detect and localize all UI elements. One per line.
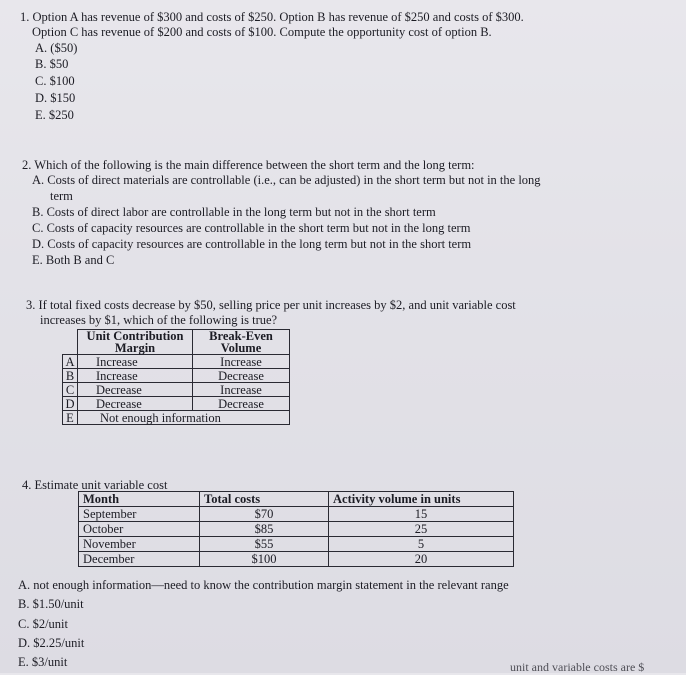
table-header-row <box>79 492 514 507</box>
footer-fragment: unit and variable costs are $ <box>510 660 645 674</box>
row-ucm: Increase <box>78 369 193 383</box>
row-ucm: Decrease <box>78 383 193 397</box>
q1-line-1: 1. Option A has revenue of $300 and costs of $250. Option B has revenue of $250 and costs of $300. <box>20 10 524 24</box>
q4-line-1: 4. Estimate unit variable cost <box>22 478 168 492</box>
row-ucm: Decrease <box>78 397 193 411</box>
q3-line-1: 3. If total fixed costs decrease by $50, selling price per unit increases by $2, and unit variable cost <box>26 298 516 312</box>
header-total-costs: Total costs <box>200 492 329 507</box>
header-ucm-line-1: Unit Contribution <box>86 329 184 343</box>
cell-activity: 5 <box>329 537 514 552</box>
cell-activity: 25 <box>329 522 514 537</box>
cell-activity: 15 <box>329 507 514 522</box>
header-be-line-2: Volume <box>220 341 262 355</box>
row-letter: A <box>63 355 78 369</box>
q4-option-d: D. $2.25/unit <box>18 636 85 650</box>
q2-option-c: C. Costs of capacity resources are controllable in the short term but not in the long term <box>32 221 471 235</box>
row-ucm: Increase <box>78 355 193 369</box>
q1-option-a: A. ($50) <box>35 41 78 55</box>
table-header-ucm <box>78 330 193 355</box>
row-break-even: Decrease <box>193 369 290 383</box>
q2-option-a-line-2: term <box>50 189 73 203</box>
q3-line-2: increases by $1, which of the following is true? <box>40 313 278 327</box>
q2-option-a-line-1: A. Costs of direct materials are controllable (i.e., can be adjusted) in the short term but not in the long <box>32 173 541 187</box>
row-letter: B <box>63 369 78 383</box>
table-row <box>63 383 290 397</box>
cell-costs: $100 <box>200 552 329 567</box>
q1-option-b: B. $50 <box>35 57 69 71</box>
table-row <box>63 355 290 369</box>
q1-option-c: C. $100 <box>35 74 75 88</box>
row-letter: E <box>63 411 78 425</box>
header-be-line-1: Break-Even <box>209 329 273 343</box>
q4-option-a: A. not enough information—need to know the contribution margin statement in the relevant range <box>18 578 509 592</box>
q1-option-d: D. $150 <box>35 91 76 105</box>
cell-costs: $85 <box>200 522 329 537</box>
cell-month: December <box>79 552 200 567</box>
q2-option-d: D. Costs of capacity resources are controllable in the long term but not in the short term <box>32 237 472 251</box>
cell-month: September <box>79 507 200 522</box>
q2-option-b: B. Costs of direct labor are controllable in the long term but not in the short term <box>32 205 436 219</box>
q1-option-e: E. $250 <box>35 108 74 122</box>
table-header-row <box>63 330 290 355</box>
table-row <box>63 397 290 411</box>
q4-option-c: C. $2/unit <box>18 617 69 631</box>
q2-option-e: E. Both B and C <box>32 253 115 267</box>
cell-activity: 20 <box>329 552 514 567</box>
row-letter: C <box>63 383 78 397</box>
row-letter: D <box>63 397 78 411</box>
q1-line-2: Option C has revenue of $200 and costs of $100. Compute the opportunity cost of option B. <box>32 25 492 39</box>
q4-option-e: E. $3/unit <box>18 655 68 669</box>
row-not-enough-info: Not enough information <box>78 411 290 425</box>
table-header-break-even <box>193 330 290 355</box>
table-row <box>79 537 514 552</box>
q3-answer-table <box>62 329 290 425</box>
header-ucm-line-2: Margin <box>114 341 156 355</box>
row-break-even: Increase <box>193 355 290 369</box>
table-row <box>79 552 514 567</box>
cell-costs: $55 <box>200 537 329 552</box>
q4-option-b: B. $1.50/unit <box>18 597 84 611</box>
cell-costs: $70 <box>200 507 329 522</box>
q2-line-1: 2. Which of the following is the main difference between the short term and the long term: <box>22 158 475 172</box>
header-activity-volume: Activity volume in units <box>329 492 514 507</box>
q4-data-table <box>78 491 514 567</box>
header-month: Month <box>79 492 200 507</box>
cell-month: October <box>79 522 200 537</box>
table-row <box>79 507 514 522</box>
table-row <box>79 522 514 537</box>
table-row <box>63 369 290 383</box>
row-break-even: Increase <box>193 383 290 397</box>
cell-month: November <box>79 537 200 552</box>
table-row <box>63 411 290 425</box>
table-header-blank <box>63 330 78 355</box>
row-break-even: Decrease <box>193 397 290 411</box>
